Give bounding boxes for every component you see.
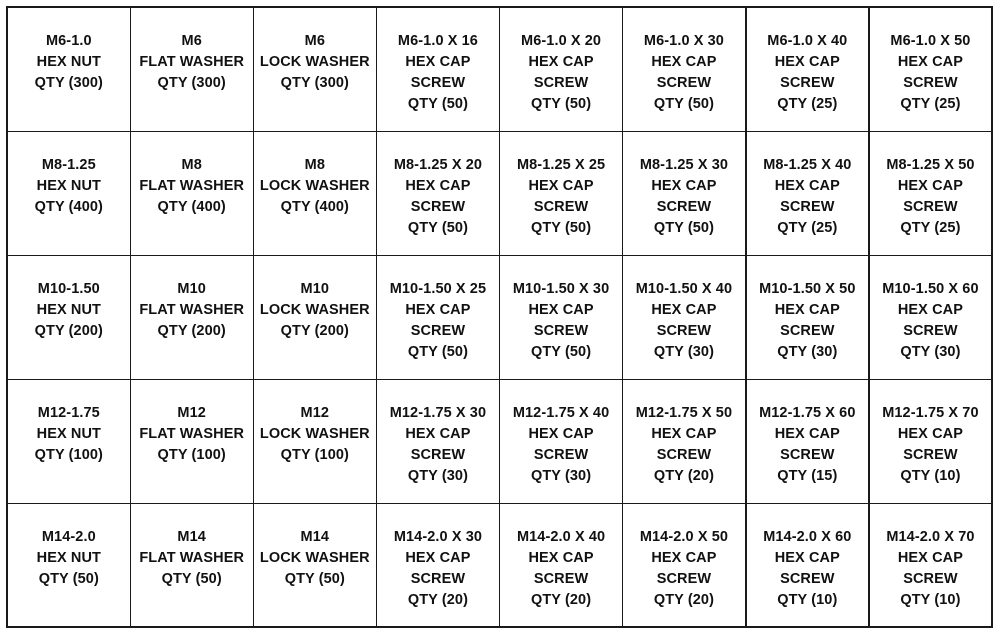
fastener-size-text: M6-1.0 X 30 [643, 33, 724, 49]
fastener-type-text: SCREW [903, 446, 958, 463]
fastener-size-text: M8-1.25 X 50 [886, 156, 975, 173]
fastener-type-text: SCREW [410, 446, 466, 463]
fastener-quantity-text: QTY (50) [284, 570, 345, 587]
fastener-quantity-text: QTY (200) [280, 322, 349, 339]
fastener-label-cell [746, 255, 869, 379]
fastener-size-text: M12-1.75 X 70 [882, 404, 979, 421]
fastener-label-cell [500, 379, 623, 503]
fastener-size-text: M6-1.0 X 40 [767, 33, 848, 49]
fastener-quantity-text: QTY (200) [34, 322, 103, 339]
fastener-quantity-text: QTY (300) [280, 75, 349, 91]
fastener-type-text: SCREW [656, 322, 712, 339]
fastener-size-text: M12-1.75 X 50 [635, 404, 733, 421]
fastener-size-text: M10-1.50 X 30 [512, 280, 610, 297]
fastener-quantity-text: QTY (300) [34, 75, 103, 91]
fastener-size-text: M10-1.50 [37, 280, 100, 297]
fastener-type-text: SCREW [903, 322, 958, 339]
fastener-type-text: SCREW [410, 322, 466, 339]
fastener-label-cell [746, 503, 869, 627]
fastener-size-text: M8-1.25 X 25 [516, 156, 606, 173]
fastener-size-text: M14-2.0 [41, 528, 96, 545]
fastener-type-text: SCREW [656, 570, 712, 587]
fastener-type-text: HEX NUT [36, 177, 101, 194]
fastener-label-cell [7, 131, 130, 255]
fastener-quantity-text: QTY (30) [653, 343, 715, 360]
fastener-label-cell [869, 131, 992, 255]
fastener-label-cell [869, 255, 992, 379]
fastener-type-text: FLAT WASHER [139, 177, 245, 194]
fastener-label-cell [376, 255, 499, 379]
fastener-label-cell [376, 503, 499, 627]
fastener-label-cell [7, 503, 130, 627]
fastener-label-cell [746, 379, 869, 503]
fastener-label-cell [130, 7, 253, 131]
fastener-quantity-text: QTY (50) [407, 96, 469, 112]
fastener-size-text: M12-1.75 X 30 [389, 404, 487, 421]
fastener-type-text: HEX CAP [528, 54, 594, 70]
fastener-size-text: M8-1.25 [41, 156, 96, 173]
fastener-label-cell [869, 7, 992, 131]
fastener-label-cell [376, 379, 499, 503]
fastener-type-text: SCREW [533, 570, 589, 587]
fastener-size-text: M12-1.75 X 40 [512, 404, 610, 421]
fastener-size-text: M10 [177, 280, 206, 297]
fastener-type-text: HEX CAP [528, 549, 594, 566]
fastener-quantity-text: QTY (20) [407, 591, 469, 608]
fastener-size-text: M10-1.50 X 60 [882, 280, 979, 297]
fastener-type-text: HEX CAP [651, 54, 717, 70]
fastener-type-text: HEX NUT [36, 54, 101, 70]
fastener-type-text: HEX CAP [651, 301, 717, 318]
fastener-quantity-text: QTY (50) [407, 343, 469, 360]
fastener-type-text: SCREW [903, 198, 958, 215]
fastener-quantity-text: QTY (20) [653, 467, 715, 484]
fastener-size-text: M8 [181, 156, 202, 173]
fastener-size-text: M14-2.0 X 50 [639, 528, 729, 545]
fastener-type-text: HEX CAP [405, 301, 471, 318]
fastener-label-cell [253, 255, 376, 379]
fastener-type-text: FLAT WASHER [139, 301, 245, 318]
fastener-label-cell [253, 379, 376, 503]
fastener-type-text: LOCK WASHER [259, 425, 370, 442]
fastener-type-text: HEX CAP [774, 549, 840, 566]
fastener-quantity-text: QTY (30) [777, 343, 838, 360]
fastener-size-text: M14-2.0 X 60 [763, 528, 852, 545]
fastener-type-text: SCREW [656, 446, 712, 463]
fastener-size-text: M10-1.50 X 25 [389, 280, 487, 297]
fastener-type-text: LOCK WASHER [259, 301, 370, 318]
fastener-type-text: SCREW [410, 198, 466, 215]
fastener-quantity-text: QTY (50) [161, 570, 222, 587]
fastener-type-text: SCREW [533, 75, 589, 91]
fastener-type-text: SCREW [656, 75, 712, 91]
fastener-label-cell [623, 255, 746, 379]
fastener-type-text: HEX CAP [897, 177, 964, 194]
fastener-type-text: HEX CAP [651, 425, 717, 442]
fastener-label-cell [500, 503, 623, 627]
fastener-size-text: M12 [300, 404, 330, 421]
fastener-label-cell [746, 131, 869, 255]
fastener-size-text: M10-1.50 X 50 [759, 280, 856, 297]
fastener-type-text: SCREW [780, 198, 835, 215]
fastener-label-cell [130, 379, 253, 503]
fastener-size-text: M6 [181, 33, 202, 49]
label-grid-body [7, 7, 992, 627]
fastener-type-text: HEX CAP [405, 177, 471, 194]
fastener-size-text: M10-1.50 X 40 [635, 280, 733, 297]
fastener-type-text: SCREW [780, 446, 835, 463]
fastener-size-text: M6-1.0 X 50 [890, 33, 971, 49]
fastener-type-text: HEX NUT [36, 301, 101, 318]
fastener-label-cell [7, 255, 130, 379]
fastener-label-cell [253, 131, 376, 255]
fastener-size-text: M12-1.75 X 60 [759, 404, 856, 421]
fastener-type-text: SCREW [656, 198, 712, 215]
fastener-type-text: SCREW [780, 75, 835, 91]
fastener-size-text: M14 [177, 528, 206, 545]
fastener-label-cell [869, 503, 992, 627]
fastener-quantity-text: QTY (100) [157, 446, 226, 463]
fastener-quantity-text: QTY (50) [407, 219, 469, 236]
fastener-label-cell [746, 7, 869, 131]
fastener-label-cell [253, 503, 376, 627]
label-row [7, 131, 992, 255]
fastener-size-text: M6-1.0 X 20 [521, 33, 602, 49]
fastener-type-text: HEX CAP [774, 301, 840, 318]
fastener-label-cell [500, 255, 623, 379]
fastener-quantity-text: QTY (20) [530, 591, 592, 608]
fastener-label-cell [500, 131, 623, 255]
fastener-size-text: M8-1.25 X 20 [393, 156, 483, 173]
fastener-quantity-text: QTY (15) [777, 467, 838, 484]
fastener-quantity-text: QTY (50) [653, 219, 715, 236]
fastener-quantity-text: QTY (30) [530, 467, 592, 484]
fastener-quantity-text: QTY (10) [900, 467, 961, 484]
fastener-size-text: M10 [300, 280, 330, 297]
fastener-size-text: M8-1.25 X 30 [639, 156, 729, 173]
fastener-type-text: HEX CAP [897, 301, 964, 318]
fastener-quantity-text: QTY (25) [777, 219, 838, 236]
fastener-size-text: M12-1.75 [37, 404, 100, 421]
fastener-type-text: HEX CAP [405, 425, 471, 442]
fastener-size-text: M8 [304, 156, 325, 173]
fastener-type-text: HEX CAP [405, 549, 471, 566]
fastener-quantity-text: QTY (300) [157, 75, 226, 91]
fastener-type-text: HEX CAP [651, 549, 717, 566]
fastener-label-grid [6, 6, 993, 628]
fastener-type-text: LOCK WASHER [259, 549, 370, 566]
fastener-size-text: M6 [304, 33, 325, 49]
fastener-label-cell [869, 379, 992, 503]
fastener-quantity-text: QTY (25) [777, 96, 838, 112]
fastener-type-text: SCREW [533, 198, 589, 215]
fastener-type-text: SCREW [410, 75, 466, 91]
fastener-size-text: M14-2.0 X 70 [886, 528, 975, 545]
fastener-quantity-text: QTY (50) [530, 343, 592, 360]
fastener-type-text: HEX NUT [36, 549, 101, 566]
fastener-size-text: M6-1.0 [45, 33, 92, 49]
fastener-label-cell [130, 503, 253, 627]
fastener-type-text: SCREW [533, 322, 589, 339]
fastener-quantity-text: QTY (50) [530, 96, 592, 112]
fastener-type-text: SCREW [903, 75, 958, 91]
fastener-type-text: HEX CAP [774, 425, 840, 442]
fastener-type-text: HEX CAP [528, 177, 594, 194]
fastener-type-text: HEX NUT [36, 425, 101, 442]
fastener-type-text: HEX CAP [897, 54, 964, 70]
fastener-size-text: M8-1.25 X 40 [763, 156, 852, 173]
fastener-type-text: SCREW [410, 570, 466, 587]
fastener-label-cell [130, 131, 253, 255]
fastener-type-text: LOCK WASHER [259, 177, 370, 194]
fastener-type-text: LOCK WASHER [259, 54, 370, 70]
fastener-size-text: M14 [300, 528, 330, 545]
fastener-type-text: SCREW [780, 322, 835, 339]
fastener-label-cell [623, 503, 746, 627]
fastener-label-cell [7, 7, 130, 131]
label-row [7, 7, 992, 131]
fastener-type-text: HEX CAP [774, 177, 840, 194]
fastener-quantity-text: QTY (30) [407, 467, 469, 484]
fastener-size-text: M6-1.0 X 16 [397, 33, 478, 49]
fastener-quantity-text: QTY (400) [157, 198, 226, 215]
fastener-quantity-text: QTY (400) [34, 198, 103, 215]
fastener-quantity-text: QTY (50) [530, 219, 592, 236]
fastener-quantity-text: QTY (50) [38, 570, 99, 587]
fastener-quantity-text: QTY (100) [34, 446, 103, 463]
fastener-type-text: HEX CAP [405, 54, 471, 70]
label-row [7, 379, 992, 503]
fastener-label-cell [623, 7, 746, 131]
label-row [7, 255, 992, 379]
fastener-quantity-text: QTY (20) [653, 591, 715, 608]
fastener-label-cell [130, 255, 253, 379]
fastener-type-text: SCREW [533, 446, 589, 463]
fastener-label-cell [500, 7, 623, 131]
fastener-type-text: FLAT WASHER [139, 54, 245, 70]
fastener-quantity-text: QTY (50) [653, 96, 715, 112]
fastener-type-text: HEX CAP [528, 301, 594, 318]
fastener-size-text: M14-2.0 X 40 [516, 528, 606, 545]
fastener-label-cell [253, 7, 376, 131]
fastener-quantity-text: QTY (400) [280, 198, 349, 215]
fastener-size-text: M14-2.0 X 30 [393, 528, 483, 545]
fastener-type-text: HEX CAP [651, 177, 717, 194]
fastener-type-text: FLAT WASHER [139, 549, 245, 566]
fastener-quantity-text: QTY (200) [157, 322, 226, 339]
fastener-quantity-text: QTY (25) [900, 96, 961, 112]
label-row [7, 503, 992, 627]
fastener-type-text: HEX CAP [897, 425, 964, 442]
fastener-label-cell [7, 379, 130, 503]
fastener-type-text: HEX CAP [897, 549, 964, 566]
fastener-type-text: SCREW [903, 570, 958, 587]
fastener-type-text: SCREW [780, 570, 835, 587]
fastener-quantity-text: QTY (10) [777, 591, 838, 608]
fastener-type-text: HEX CAP [774, 54, 840, 70]
fastener-label-cell [376, 131, 499, 255]
fastener-label-cell [623, 131, 746, 255]
fastener-label-cell [376, 7, 499, 131]
fastener-quantity-text: QTY (30) [900, 343, 961, 360]
fastener-quantity-text: QTY (100) [280, 446, 349, 463]
fastener-quantity-text: QTY (10) [900, 591, 961, 608]
fastener-type-text: HEX CAP [528, 425, 594, 442]
fastener-quantity-text: QTY (25) [900, 219, 961, 236]
fastener-size-text: M12 [177, 404, 206, 421]
fastener-type-text: FLAT WASHER [139, 425, 245, 442]
fastener-label-cell [623, 379, 746, 503]
